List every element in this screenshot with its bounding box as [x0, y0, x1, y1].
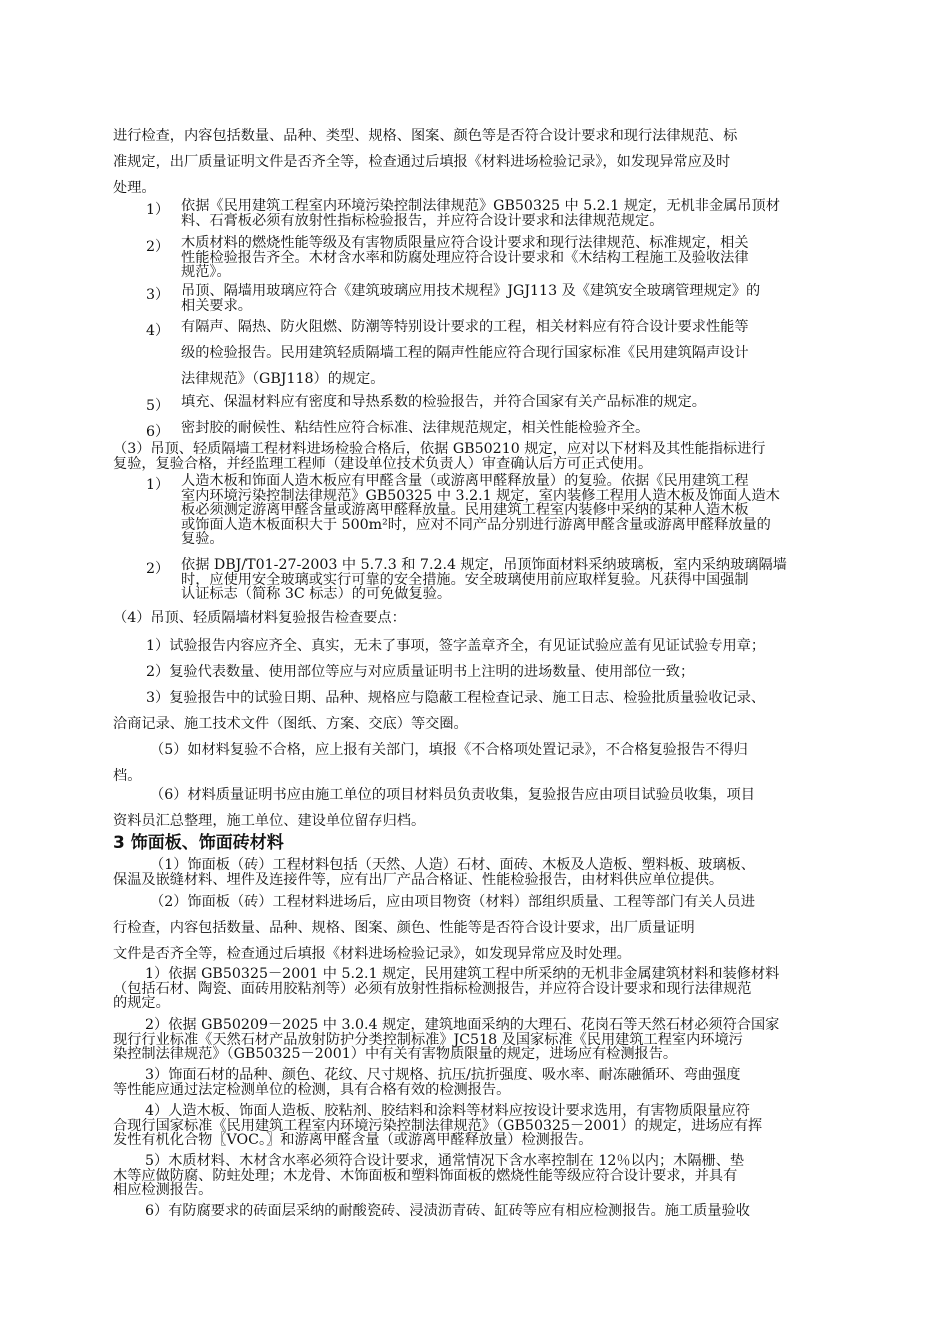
list-item: [181, 284, 857, 313]
text-line: （2）饰面板（砖）工程材料进场后，应由项目物资（材料）部组织质量、工程等部门有关人员进: [150, 894, 755, 910]
text-line: 染控制法律规范》（GB50325－2001）中有关有害物质限量的规定，进场应有检测报告。: [113, 1046, 678, 1063]
list-item: [181, 395, 857, 410]
section-3-paragraph: [113, 442, 857, 471]
text-line: （6）材料质量证明书应由施工单位的项目材料员负责收集，复验报告应由项目试验员收集，项目: [150, 787, 755, 803]
list-number: 1）: [146, 477, 170, 493]
list-number: 4）: [146, 323, 170, 339]
text-line: （包括石材、陶瓷、面砖用胶粘剂等）必须有放射性指标检测报告，并应符合设计要求和现行法律规范: [113, 980, 752, 997]
text-line: 的规定。: [113, 995, 170, 1012]
text-line: 资料员汇总整理，施工单位、建设单位留存归档。: [113, 813, 426, 829]
text-line: 法律规范》（GBJ118）的规定。: [181, 371, 385, 387]
list-number: 3）: [146, 287, 170, 303]
text-line: 处理。: [113, 180, 156, 196]
text-line: 填充、保温材料应有密度和导热系数的检验报告，并符合国家有关产品标准的规定。: [181, 394, 706, 410]
text-line: 2）依据 GB50209－2025 中 3.0.4 规定，建筑地面采纳的大理石、花岗石等天然石材必须符合国家: [145, 1017, 780, 1033]
list-item: [181, 421, 857, 436]
list-item: [181, 314, 857, 392]
text-line: 木等应做防腐、防蛀处理；木龙骨、木饰面板和塑料饰面板的燃烧性能等级应符合设计要求，并具有: [113, 1167, 738, 1184]
text-line: 料、石膏板必须有放射性指标检验报告，并应符合设计要求和法律规范规定。: [181, 212, 664, 229]
text-line: （1）饰面板（砖）工程材料包括（天然、人造）石材、面砖、木板及人造板、塑料板、玻璃板、: [150, 857, 755, 873]
text-line: 准规定，出厂质量证明文件是否齐全等，检查通过后填报《材料进场检验记录》，如发现异常应及时: [113, 154, 731, 170]
text-line: 合现行国家标准《民用建筑工程室内环境污染控制法律规范》（GB50325－2001）的规定，进场应有挥: [113, 1117, 763, 1134]
section-6-paragraph: [113, 782, 857, 834]
text-line: 3）饰面石材的品种、颜色、花纹、尺寸规格、抗压/抗折强度、吸水率、耐冻融循环、弯曲强度: [145, 1067, 741, 1083]
text-line: 室内环境污染控制法律规范》GB50325 中 3.2.1 规定，室内装修工程用人造木板及饰面人造木: [181, 487, 780, 504]
text-line: 洽商记录、施工技术文件（图纸、方案、交底）等交圈。: [113, 716, 468, 732]
text-line: 发性有机化合物〖VOC。〗和游离甲醛含量（或游离甲醛释放量）检测报告。: [113, 1132, 593, 1149]
list-item: [181, 558, 857, 602]
text-line: 行检查，内容包括数量、品种、规格、图案、颜色、性能等是否符合设计要求，出厂质量证明: [113, 920, 695, 936]
facing-item: [113, 1018, 857, 1062]
list-number: 1）: [146, 202, 170, 218]
text-line: 板必须测定游离甲醛含量或游离甲醛释放量。民用建筑工程室内装修中采纳的某种人造木板: [181, 502, 749, 519]
text-line: 时，应使用安全玻璃或实行可靠的安全措施。安全玻璃使用前应取样复验。凡获得中国强制: [181, 571, 749, 588]
text-line: 文件是否齐全等，检查通过后填报《材料进场检验记录》，如发现异常应及时处理。: [113, 946, 631, 962]
text-line: 相应检测报告。: [113, 1182, 213, 1199]
text-line: 保温及嵌缝材料、埋件及连接件等，应有出厂产品合格证、性能检验报告，由材料供应单位提供。: [113, 871, 724, 888]
text-line: 3）复验报告中的试验日期、品种、规格应与隐蔽工程检查记录、施工日志、检验批质量验收记录、: [146, 690, 766, 706]
text-line: 吊顶、隔墙用玻璃应符合《建筑玻璃应用技术规程》JGJ113 及《建筑安全玻璃管理规定》的: [181, 283, 761, 299]
text-line: 认证标志（简称 3C 标志）的可免做复验。: [181, 586, 452, 603]
text-line: 复验。: [181, 531, 224, 548]
text-line: 有隔声、隔热、防火阻燃、防潮等特别设计要求的工程，相关材料应有符合设计要求性能等: [181, 319, 749, 335]
facing-item: [113, 1204, 857, 1219]
text-line: 进行检查，内容包括数量、品种、类型、规格、图案、颜色等是否符合设计要求和现行法律规范、标: [113, 128, 738, 144]
text-line: 档。: [113, 768, 142, 784]
text-line: 现行行业标准《天然石材产品放射防护分类控制标准》JC518 及国家标准《民用建筑工程室内环境污: [113, 1031, 743, 1048]
text-line: 复验，复验合格，并经监理工程师（建设单位技术负责人）审查确认后方可正式使用。: [113, 455, 653, 472]
text-line: （5）如材料复验不合格，应上报有关部门，填报《不合格项处置记录》，不合格复验报告不得归: [150, 742, 748, 758]
text-line: 依据 DBJ/T01-27-2003 中 5.7.3 和 7.2.4 规定，吊顶饰面材料采纳玻璃板，室内采纳玻璃隔墙: [181, 557, 787, 573]
list-number: 2）: [146, 561, 170, 577]
list-item: [181, 199, 857, 228]
text-line: 人造木板和饰面人造木板应有甲醛含量（或游离甲醛释放量）的复验。依据《民用建筑工程: [181, 473, 749, 489]
section-4-items: [146, 633, 857, 711]
list-number: 6）: [146, 424, 170, 440]
text-line: 6）有防腐要求的砖面层采纳的耐酸瓷砖、浸渍沥青砖、缸砖等应有相应检测报告。施工质量验收: [145, 1203, 750, 1219]
list-item: [181, 474, 857, 547]
text-line: 1）依据 GB50325－2001 中 5.2.1 规定，民用建筑工程中所采纳的无机非金属建筑材料和装修材料: [145, 966, 780, 982]
text-line: 木质材料的燃烧性能等级及有害物质限量应符合设计要求和现行法律规范、标准规定，相关: [181, 235, 749, 251]
text-line: 2）复验代表数量、使用部位等应与对应质量证明书上注明的进场数量、使用部位一致；: [146, 664, 695, 680]
facing-item: [113, 967, 857, 1011]
list-item: [181, 236, 857, 280]
list-number: 2）: [146, 239, 170, 255]
facing-paragraph-1: [113, 858, 857, 887]
text-line: 依据《民用建筑工程室内环境污染控制法律规范》GB50325 中 5.2.1 规定，无机非金属吊顶材: [181, 198, 780, 214]
text-line: （3）吊顶、轻质隔墙工程材料进场检验合格后，依据 GB50210 规定，应对以下材料及其性能指标进行: [113, 441, 766, 457]
facing-item: [113, 1104, 857, 1148]
text-line: 等性能应通过法定检测单位的检测，具有合格有效的检测报告。: [113, 1081, 511, 1098]
text-line: 性能检验报告齐全。木材含水率和防腐处理应符合设计要求和《木结构工程施工及验收法律: [181, 249, 749, 266]
list-number: 5）: [146, 398, 170, 414]
facing-paragraph-2: [113, 889, 857, 967]
text-line: 1）试验报告内容应齐全、真实，无未了事项，签字盖章齐全，有见证试验应盖有见证试验专用章；: [146, 638, 766, 654]
text-line: 4）人造木板、饰面人造板、胶粘剂、胶结料和涂料等材料应按设计要求选用，有害物质限量应符: [145, 1103, 750, 1119]
text-line: 密封胶的耐候性、粘结性应符合标准、法律规范规定，相关性能检验齐全。: [181, 420, 650, 436]
section-4-title: （4）吊顶、轻质隔墙材料复验报告检查要点：: [113, 610, 406, 626]
text-line: 规范》。: [181, 264, 231, 281]
text-line: 或饰面人造木板面积大于 500m²时，应对不同产品分别进行游离甲醛含量或游离甲醛释放量的: [181, 516, 771, 533]
text-line: 相关要求。: [181, 297, 252, 314]
text-line: 级的检验报告。民用建筑轻质隔墙工程的隔声性能应符合现行国家标准《民用建筑隔声设计: [181, 345, 749, 361]
facing-item: [113, 1154, 857, 1198]
intro-paragraph: [113, 123, 857, 201]
facing-item: [113, 1068, 857, 1097]
text-line: 5）木质材料、木材含水率必须符合设计要求，通常情况下含水率控制在 12％以内；木隔栅、垫: [145, 1153, 745, 1169]
section-heading: 3 饰面板、饰面砖材料: [113, 833, 284, 853]
